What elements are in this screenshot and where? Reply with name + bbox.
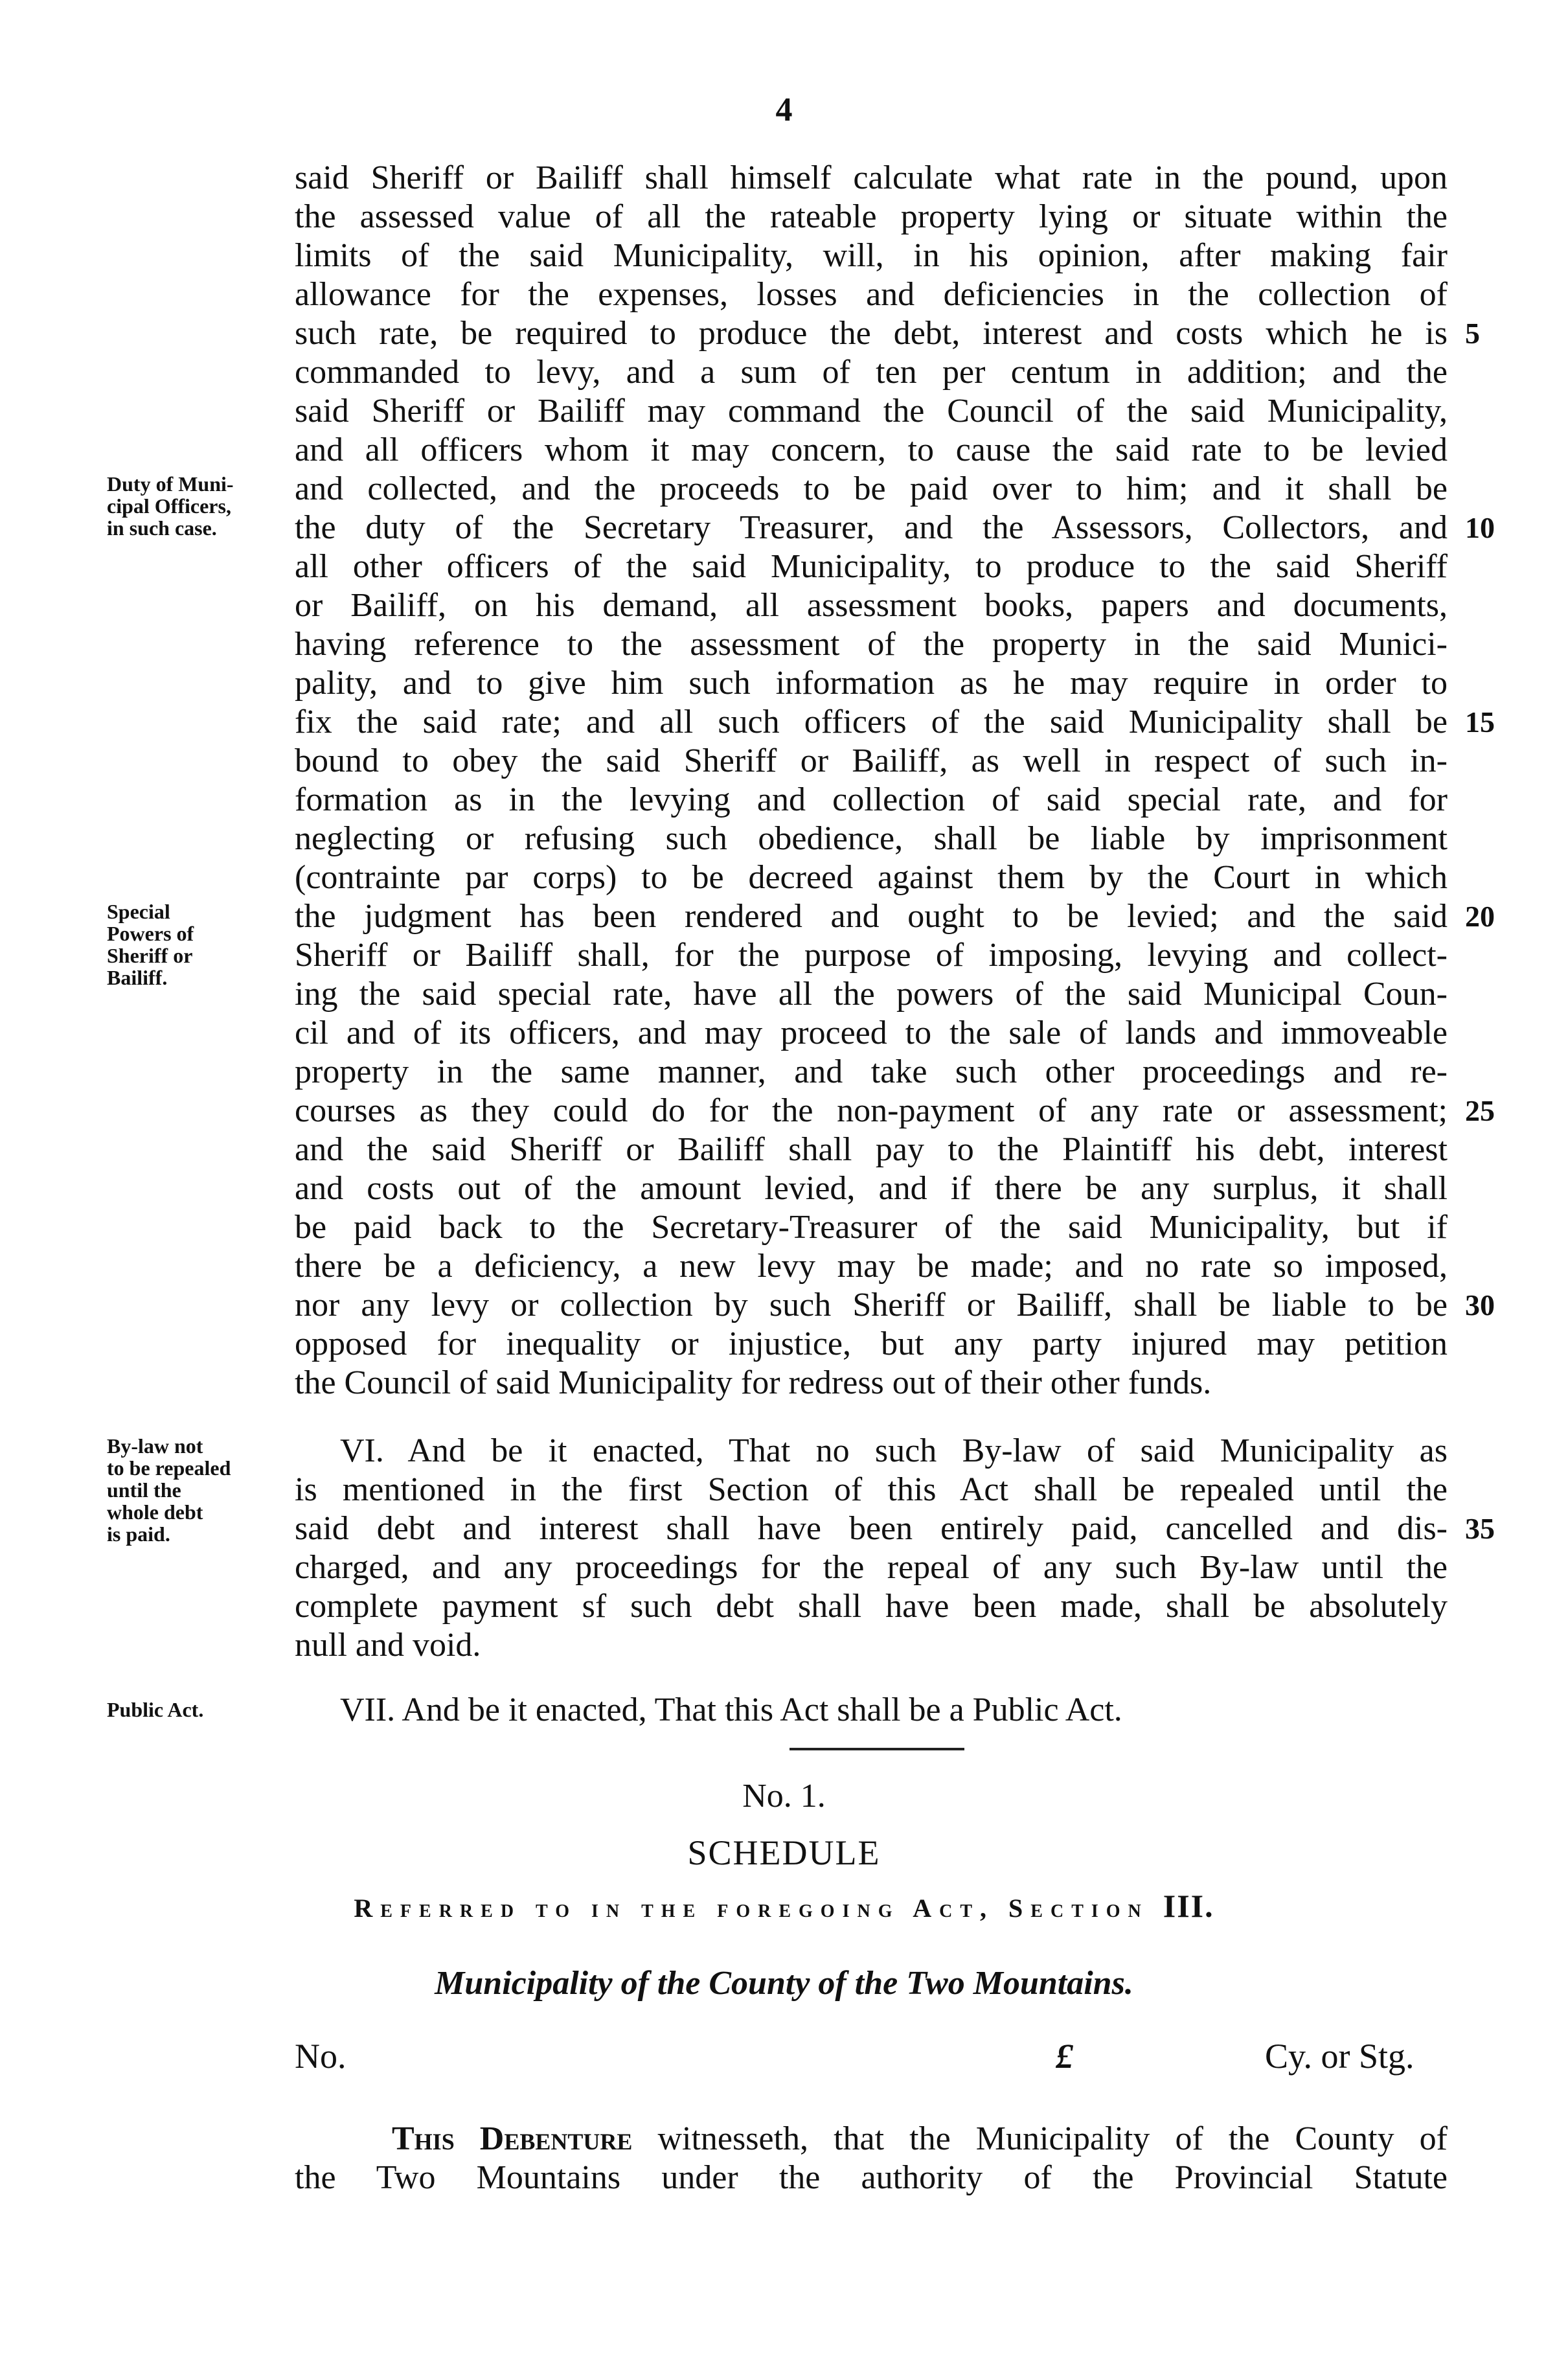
text-line: null and void. bbox=[295, 1627, 481, 1664]
pound-sign: £ bbox=[1056, 2037, 1073, 2076]
section-divider bbox=[790, 1748, 964, 1750]
line-number: 10 bbox=[1465, 511, 1495, 544]
line-number: 5 bbox=[1465, 317, 1480, 350]
text-line: (contrainte par corps) to be decreed against them by the Court in which bbox=[295, 859, 1448, 896]
text-line: such rate, be required to produce the debt, interest and costs which he is bbox=[295, 315, 1448, 352]
debenture-lead: This Debenture bbox=[392, 2120, 633, 2157]
line-number: 20 bbox=[1465, 900, 1495, 933]
text-line: Sheriff or Bailiff shall, for the purpose of imposing, levying and collect- bbox=[295, 937, 1448, 974]
text-line: and collected, and the proceeds to be paid over to him; and it shall be bbox=[295, 470, 1448, 507]
text-line: said Sheriff or Bailiff may command the Council of the said Municipality, bbox=[295, 393, 1448, 430]
text-line: having reference to the assessment of the property in the said Munici- bbox=[295, 626, 1448, 663]
text-line: all other officers of the said Municipality, to produce to the said Sheriff bbox=[295, 548, 1448, 585]
schedule-title: SCHEDULE bbox=[687, 1833, 881, 1872]
margin-note-bylaw: By-law not to be repealed until the whole debt is paid. bbox=[107, 1434, 231, 1546]
text-line: opposed for inequality or injustice, but any party injured may petition bbox=[295, 1325, 1448, 1362]
line-number: 35 bbox=[1465, 1512, 1495, 1545]
debenture-line-rest: witnesseth, that the Municipality of the County of bbox=[632, 2120, 1448, 2157]
text-line: neglecting or refusing such obedience, shall be liable by imprisonment bbox=[295, 820, 1448, 857]
text-line: VI. And be it enacted, That no such By-law of said Municipality as bbox=[340, 1432, 1448, 1469]
text-line: the duty of the Secretary Treasurer, and the Assessors, Collectors, and bbox=[295, 509, 1448, 546]
text-line: said Sheriff or Bailiff shall himself calculate what rate in the pound, upon bbox=[295, 159, 1448, 196]
schedule-reference bbox=[0, 1886, 1568, 1928]
margin-note-public: Public Act. bbox=[107, 1698, 204, 1721]
margin-note-duty: Duty of Muni- cipal Officers, in such case. bbox=[107, 472, 234, 540]
text-line: bound to obey the said Sheriff or Bailiff, as well in respect of such in- bbox=[295, 742, 1448, 779]
text-line: and the said Sheriff or Bailiff shall pay to the Plaintiff his debt, interest bbox=[295, 1131, 1448, 1168]
text-line: limits of the said Municipality, will, in his opinion, after making fair bbox=[295, 237, 1448, 274]
text-line: nor any levy or collection by such Sheriff or Bailiff, shall be liable to be bbox=[295, 1287, 1448, 1323]
debenture-line: the Two Mountains under the authority of the Provincial Statute bbox=[295, 2159, 1448, 2196]
schedule-reference-roman: III. bbox=[1163, 1888, 1214, 1924]
text-line: and all officers whom it may concern, to cause the said rate to be levied bbox=[295, 431, 1448, 468]
schedule-municipality: Municipality of the County of the Two Mountains. bbox=[435, 1965, 1133, 2002]
text-line: cil and of its officers, and may proceed to the sale of lands and immoveable bbox=[295, 1014, 1448, 1051]
text-line: said debt and interest shall have been entirely paid, cancelled and dis- bbox=[295, 1510, 1448, 1547]
text-line: property in the same manner, and take such other proceedings and re- bbox=[295, 1053, 1448, 1090]
text-line: the judgment has been rendered and ought to be levied; and the said bbox=[295, 898, 1448, 935]
text-line: is mentioned in the first Section of this Act shall be repealed until the bbox=[295, 1471, 1448, 1508]
schedule-number: No. 1. bbox=[742, 1778, 826, 1815]
currency-label: Cy. or Stg. bbox=[1265, 2037, 1415, 2076]
text-line: courses as they could do for the non-payment of any rate or assessment; bbox=[295, 1092, 1448, 1129]
text-line: commanded to levy, and a sum of ten per centum in addition; and the bbox=[295, 354, 1448, 391]
text-line: there be a deficiency, a new levy may be made; and no rate so imposed, bbox=[295, 1248, 1448, 1285]
text-line: be paid back to the Secretary-Treasurer of the said Municipality, but if bbox=[295, 1209, 1448, 1246]
text-line: ing the said special rate, have all the powers of the said Municipal Coun- bbox=[295, 976, 1448, 1013]
text-line: fix the said rate; and all such officers of the said Municipality shall be bbox=[295, 704, 1448, 740]
debenture-line bbox=[295, 2120, 1448, 2159]
page-number: 4 bbox=[775, 91, 793, 128]
text-line: the assessed value of all the rateable property lying or situate within the bbox=[295, 198, 1448, 235]
line-number: 25 bbox=[1465, 1094, 1495, 1127]
line-number: 30 bbox=[1465, 1289, 1495, 1322]
line-number: 15 bbox=[1465, 705, 1495, 739]
schedule-reference-text: Referred to in the foregoing Act, Section bbox=[354, 1894, 1149, 1923]
text-line: complete payment sf such debt shall have been made, shall be absolutely bbox=[295, 1588, 1448, 1625]
debenture-no-label: No. bbox=[295, 2037, 347, 2076]
text-line: or Bailiff, on his demand, all assessment books, papers and documents, bbox=[295, 587, 1448, 624]
text-line: allowance for the expenses, losses and deficiencies in the collection of bbox=[295, 276, 1448, 313]
text-line: formation as in the levying and collection of said special rate, and for bbox=[295, 781, 1448, 818]
text-line: pality, and to give him such information as he may require in order to bbox=[295, 665, 1448, 702]
section-vii: VII. And be it enacted, That this Act shall be a Public Act. bbox=[340, 1691, 1122, 1728]
text-line: charged, and any proceedings for the repeal of any such By-law until the bbox=[295, 1549, 1448, 1586]
text-line: the Council of said Municipality for redress out of their other funds. bbox=[295, 1364, 1212, 1401]
text-line: and costs out of the amount levied, and if there be any surplus, it shall bbox=[295, 1170, 1448, 1207]
margin-note-powers: Special Powers of Sheriff or Bailiff. bbox=[107, 900, 194, 989]
